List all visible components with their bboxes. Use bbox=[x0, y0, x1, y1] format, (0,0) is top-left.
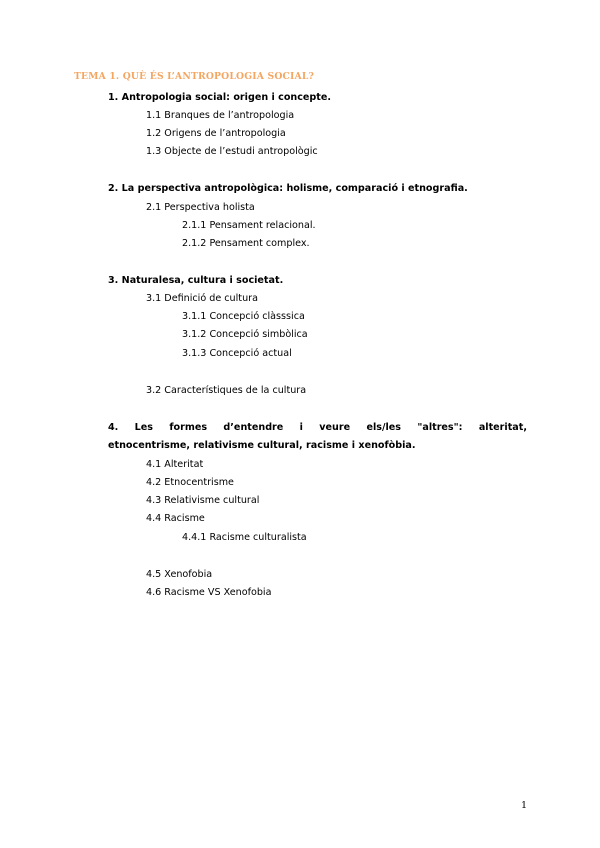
list-subitem: 4.4.1 Racisme culturalista bbox=[182, 532, 307, 543]
section-heading-4-line-2: etnocentrisme, relativisme cultural, racisme i xenofòbia. bbox=[108, 440, 416, 451]
document-title: TEMA 1. QUÈ ÉS L’ANTROPOLOGIA SOCIAL? bbox=[74, 71, 315, 82]
list-item: 2.1 Perspectiva holista bbox=[146, 202, 255, 213]
list-item: 3.2 Característiques de la cultura bbox=[146, 385, 307, 396]
heading-word: 4. bbox=[108, 422, 119, 433]
list-subitem: 2.1.2 Pensament complex. bbox=[182, 238, 310, 249]
heading-word: "altres": bbox=[417, 422, 463, 433]
list-item: 4.2 Etnocentrisme bbox=[146, 477, 234, 488]
list-item: 1.2 Origens de l’antropologia bbox=[146, 128, 286, 139]
list-subitem: 3.1.1 Concepció clàsssica bbox=[182, 311, 305, 322]
list-subitem: 2.1.1 Pensament relacional. bbox=[182, 220, 316, 231]
heading-word: i bbox=[299, 422, 303, 433]
page-number: 1 bbox=[521, 800, 528, 811]
section-heading-3: 3. Naturalesa, cultura i societat. bbox=[108, 275, 284, 286]
heading-word: veure bbox=[319, 422, 351, 433]
heading-word: alteritat, bbox=[478, 422, 527, 433]
list-item: 4.3 Relativisme cultural bbox=[146, 495, 260, 506]
list-item: 1.1 Branques de l’antropologia bbox=[146, 110, 295, 121]
heading-word: Les bbox=[134, 422, 154, 433]
heading-word: d’entendre bbox=[223, 422, 284, 433]
list-item: 4.5 Xenofobia bbox=[146, 569, 213, 580]
list-subitem: 3.1.3 Concepció actual bbox=[182, 348, 292, 359]
section-heading-4-line-1 bbox=[108, 422, 527, 434]
heading-word: els/les bbox=[366, 422, 401, 433]
list-item: 3.1 Definició de cultura bbox=[146, 293, 258, 304]
list-item: 1.3 Objecte de l’estudi antropològic bbox=[146, 146, 318, 157]
list-item: 4.1 Alteritat bbox=[146, 459, 204, 470]
heading-word: formes bbox=[169, 422, 208, 433]
section-heading-2: 2. La perspectiva antropològica: holisme, comparació i etnografia. bbox=[108, 183, 468, 194]
list-item: 4.6 Racisme VS Xenofobia bbox=[146, 587, 272, 598]
list-item: 4.4 Racisme bbox=[146, 513, 205, 524]
list-subitem: 3.1.2 Concepció simbòlica bbox=[182, 329, 308, 340]
section-heading-1: 1. Antropologia social: origen i concepte. bbox=[108, 92, 332, 103]
